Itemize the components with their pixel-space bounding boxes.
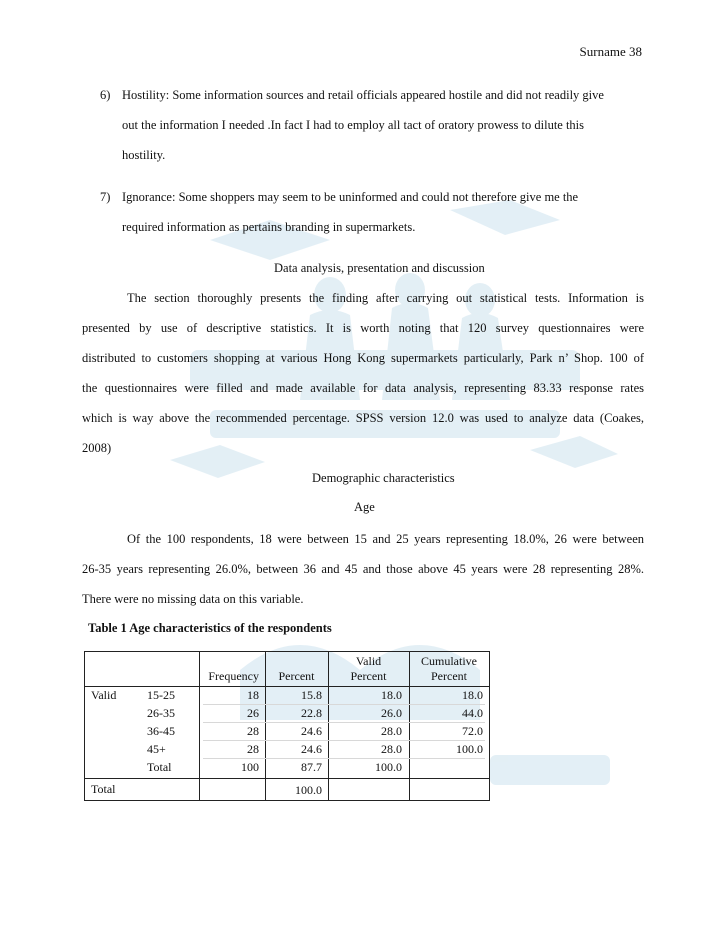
table-caption: Table 1 Age characteristics of the respondents — [88, 621, 332, 635]
row-label: 36-45 — [147, 724, 175, 738]
paragraph-line: presented by use of descriptive statistics. It is worth noting that 120 survey questionnaires were — [82, 321, 644, 335]
cell-frequency: 26 — [247, 706, 259, 720]
cell-cumulative: 72.0 — [462, 724, 483, 738]
col-header-valid: Percent — [350, 669, 387, 683]
cell-valid: 26.0 — [381, 706, 402, 720]
cell-percent: 87.7 — [301, 760, 322, 774]
row-label: 26-35 — [147, 706, 175, 720]
cell-cumulative: 100.0 — [456, 742, 483, 756]
cell-frequency: 100 — [241, 760, 259, 774]
list-number: 7) — [100, 190, 111, 204]
paragraph-line: which is way above the recommended percentage. SPSS version 12.0 was used to analyze data (Coakes, — [82, 411, 644, 425]
running-head: Surname 38 — [579, 44, 642, 59]
paragraph-line: There were no missing data on this variable. — [82, 592, 304, 606]
cell-frequency: 28 — [247, 724, 259, 738]
row-label: Total — [147, 760, 172, 774]
table-rule — [85, 778, 489, 779]
table-rule — [85, 686, 489, 687]
cell-valid: 100.0 — [375, 760, 402, 774]
cell-percent: 24.6 — [301, 742, 322, 756]
group-label: Valid — [91, 688, 117, 702]
list-line: Ignorance: Some shoppers may seem to be uninformed and could not therefore give me the — [122, 190, 579, 204]
section-heading: Data analysis, presentation and discussion — [274, 261, 485, 275]
row-guide — [203, 722, 485, 723]
row-label: 45+ — [147, 742, 166, 756]
col-header-frequency: Frequency — [208, 669, 259, 683]
paragraph-line: distributed to customers shopping at various Hong Kong supermarkets particularly, Park n’ Shop. 100 of — [82, 351, 644, 365]
col-header-percent: Percent — [278, 669, 315, 683]
col-header-cumulative: Percent — [431, 669, 467, 683]
list-number: 6) — [100, 88, 111, 102]
col-header-valid: Valid — [355, 654, 382, 668]
cell-frequency: 18 — [247, 688, 259, 702]
total-percent: 100.0 — [295, 783, 322, 797]
cell-cumulative: 18.0 — [462, 688, 483, 702]
list-line: required information as pertains branding in supermarkets. — [122, 220, 416, 234]
paragraph-line: the questionnaires were filled and made available for data analysis, representing 83.33 response rates — [82, 381, 644, 395]
age-paragraph — [82, 524, 644, 614]
cell-frequency: 28 — [247, 742, 259, 756]
total-label: Total — [91, 782, 116, 796]
paragraph-line: 26-35 years representing 26.0%, between 36 and 45 and those above 45 years were 28 representing 28%. — [82, 562, 644, 576]
cell-percent: 15.8 — [301, 688, 322, 702]
age-heading: Age — [354, 500, 375, 514]
cell-percent: 22.8 — [301, 706, 322, 720]
cell-cumulative: 44.0 — [462, 706, 483, 720]
cell-valid: 18.0 — [381, 688, 402, 702]
list-line: hostility. — [122, 148, 166, 162]
col-header-cumulative: Cumulative — [421, 654, 477, 668]
cell-percent: 24.6 — [301, 724, 322, 738]
age-table — [84, 651, 490, 801]
row-label: 15-25 — [147, 688, 175, 702]
demographic-heading: Demographic characteristics — [312, 471, 455, 485]
paragraph-line: Of the 100 respondents, 18 were between 15 and 25 years representing 18.0%, 26 were between — [127, 532, 644, 546]
body-paragraph — [82, 283, 644, 463]
list-line: Hostility: Some information sources and retail officials appeared hostile and did not readily give — [122, 88, 604, 102]
cell-valid: 28.0 — [381, 724, 402, 738]
list-line: out the information I needed .In fact I had to employ all tact of oratory prowess to dilute this — [122, 118, 585, 132]
paragraph-line: 2008) — [82, 441, 112, 455]
row-guide — [203, 740, 485, 741]
row-guide — [203, 758, 485, 759]
row-guide — [203, 704, 485, 705]
cell-valid: 28.0 — [381, 742, 402, 756]
paragraph-line: The section thoroughly presents the finding after carrying out statistical tests. Information is — [127, 291, 644, 305]
